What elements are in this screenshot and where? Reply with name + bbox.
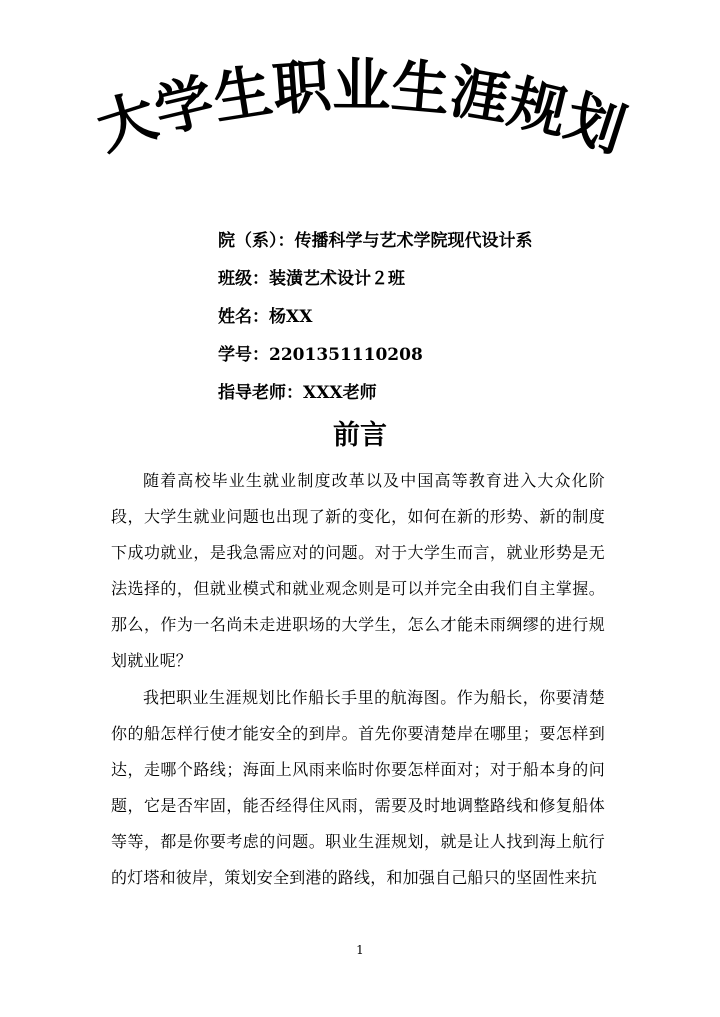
info-department-label: 院（系）： [218, 231, 295, 251]
info-class-value: 装潢艺术设计２班 [269, 269, 405, 289]
student-info [218, 222, 678, 412]
info-class-label: 班级： [218, 269, 269, 289]
document-title-path-text: 大学生职业生涯规划 [88, 51, 634, 166]
info-student-id-value: 2201351110208 [269, 345, 423, 365]
body-text [111, 463, 605, 896]
info-name [218, 298, 678, 336]
info-name-label: 姓名： [218, 307, 269, 327]
info-name-value: 杨XX [269, 307, 313, 327]
paragraph: 随着高校毕业生就业制度改革以及中国高等教育进入大众化阶段，大学生就业问题也出现了新的变化，如何在新的形势、新的制度下成功就业，是我急需应对的问题。对于大学生而言，就业形势是无法选择的，但就业模式和就业观念则是可以并完全由我们自主掌握。那么，作为一名尚未走进职场的大学生，怎么才能未雨绸缪的进行规划就业呢？ [111, 471, 605, 671]
info-department [218, 222, 678, 260]
section-heading: 前言 [333, 420, 387, 451]
document-title [0, 0, 720, 230]
info-student-id [218, 336, 678, 374]
info-advisor-value: XXX老师 [303, 383, 377, 403]
paragraph: 我把职业生涯规划比作船长手里的航海图。作为船长，你要清楚你的船怎样行使才能安全的到岸。首先你要清楚岸在哪里；要怎样到达，走哪个路线；海面上风雨来临时你要怎样面对；对于船本身的问题，它是否牢固，能否经得住风雨，需要及时地调整路线和修复船体等等，都是你要考虑的问题。职业生涯规划，就是让人找到海上航行的灯塔和彼岸，策划安全到港的路线，和加强自己船只的坚固性来抗 [111, 687, 605, 888]
info-class [218, 260, 678, 298]
info-department-value: 传播科学与艺术学院现代设计系 [294, 231, 533, 251]
info-advisor-label: 指导老师： [218, 383, 303, 403]
info-student-id-label: 学号： [218, 345, 269, 365]
page-number: 1 [356, 943, 364, 957]
info-advisor [218, 374, 678, 412]
document-title-text [89, 51, 634, 165]
